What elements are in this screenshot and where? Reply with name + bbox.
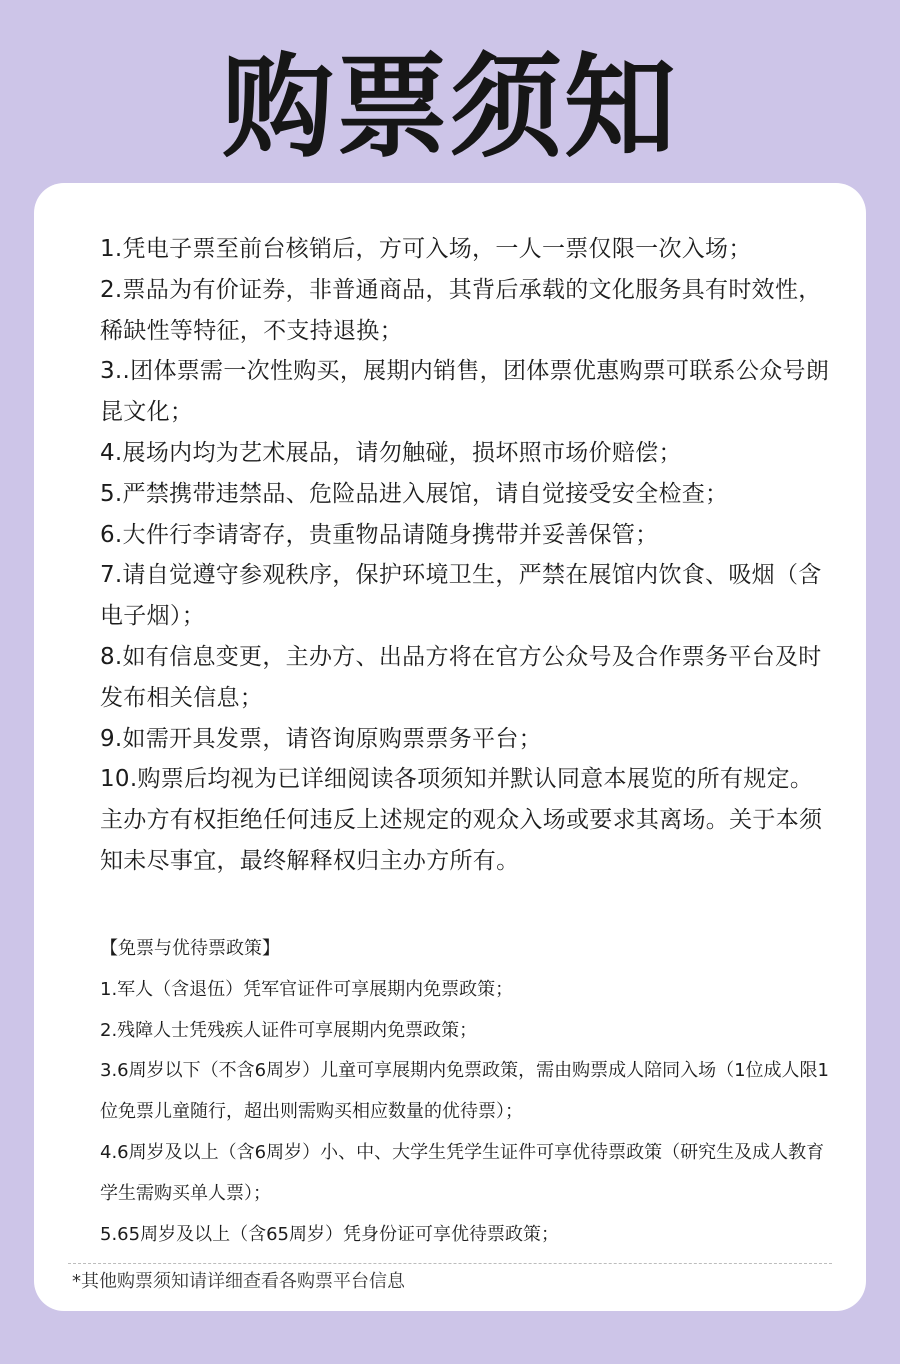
policy-item: 3.6周岁以下（不含6周岁）儿童可享展期内免票政策，需由购票成人陪同入场（1位成人限1位免票儿童随行，超出则需购买相应数量的优待票）； xyxy=(100,1060,829,1123)
policy-heading: 【免票与优待票政策】 xyxy=(100,938,280,959)
footnote: *其他购票须知请详细查看各购票平台信息 xyxy=(72,1271,405,1292)
rule-item: 8.如有信息变更，主办方、出品方将在官方公众号及合作票务平台及时发布相关信息； xyxy=(100,643,822,711)
rule-item: 7.请自觉遵守参观秩序，保护环境卫生，严禁在展馆内饮食、吸烟（含电子烟）； xyxy=(100,562,822,630)
page-title: 购票须知 xyxy=(222,43,678,173)
dashed-divider xyxy=(68,1263,832,1264)
policy-item: 2.残障人士凭残疾人证件可享展期内免票政策； xyxy=(100,1019,478,1041)
rule-item: 9.如需开具发票，请咨询原购票票务平台； xyxy=(100,725,542,752)
policy-item: 4.6周岁及以上（含6周岁）小、中、大学生凭学生证件可享优待票政策（研究生及成人教育学生需购买单人票）； xyxy=(100,1141,825,1204)
rule-item: 4.展场内均为艺术展品，请勿触碰，损坏照市场价赔偿； xyxy=(100,439,682,466)
notice-card xyxy=(34,183,866,1311)
rule-item: 6.大件行李请寄存，贵重物品请随身携带并妥善保管； xyxy=(100,521,659,548)
rule-item: 3..团体票需一次性购买，展期内销售，团体票优惠购票可联系公众号朗昆文化； xyxy=(100,358,830,426)
ticket-policy-section xyxy=(100,929,840,1255)
rule-item: 2.票品为有价证券，非普通商品，其背后承载的文化服务具有时效性，稀缺性等特征，不支持退换； xyxy=(100,276,822,344)
policy-item: 5.65周岁及以上（含65周岁）凭身份证可享优待票政策； xyxy=(100,1223,559,1245)
policy-item: 1.军人（含退伍）凭军官证件可享展期内免票政策； xyxy=(100,978,514,1000)
rules-list xyxy=(100,229,836,882)
rule-item: 10.购票后均视为已详细阅读各项须知并默认同意本展览的所有规定。主办方有权拒绝任何违反上述规定的观众入场或要求其离场。关于本须知未尽事宜，最终解释权归主办方所有。 xyxy=(100,766,823,874)
rule-item: 5.严禁携带违禁品、危险品进入展馆，请自觉接受安全检查； xyxy=(100,480,729,507)
rule-item: 1.凭电子票至前台核销后，方可入场，一人一票仅限一次入场； xyxy=(100,236,752,262)
